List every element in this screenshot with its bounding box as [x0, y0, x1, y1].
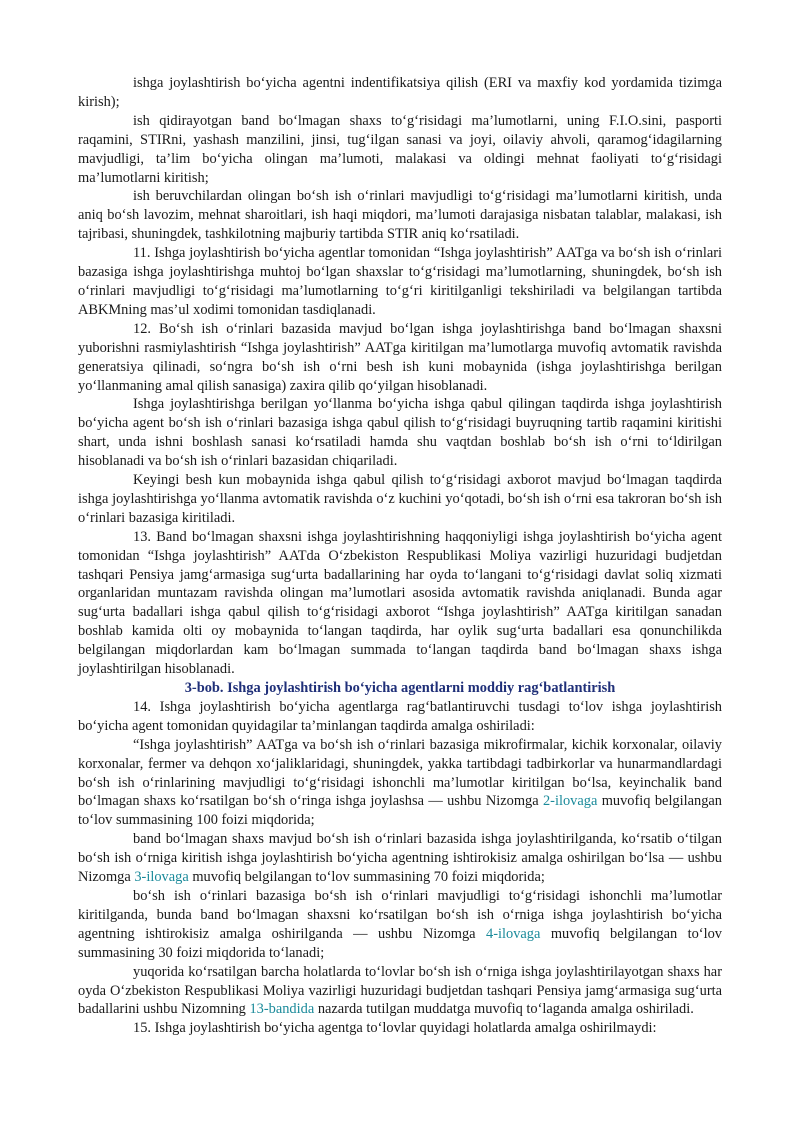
paragraph-item-15: 15. Ishga joylashtirish bo‘yicha agentga to‘lovlar quyidagi holatlarda amalga oshirilmaydi: — [133, 1020, 657, 1037]
paragraph-item-13: 13. Band bo‘lmagan shaxsni ishga joylashtirishning haqqoniyligi ishga joylashtirish bo‘yicha agent tomonidan “Ishga joylashtirish” AATda O‘zbekiston Respublikasi Moliya vazirligi huzuridagi budjetdan tashqari Pensiya jamg‘armasiga sug‘urta badallarining har oyda to‘langani to‘g‘risidagi davlat soliq xizmati organlaridan muntazam ravishda olingan ma’lumotlari asosida avtomatik ravishda aniqlanadi. Bunda agar sug‘urta badallari ishga qabul qilish to‘g‘risidagi axborot “Ishga joylashtirish” AATga kiritilgan sanadan boshlab kamida olti oy mobaynida to‘langan taqdirda, har oylik sug‘urta badallari esa qonunchilikda belgilangan miqdorlardan kam bo‘lmagan summada to‘langan taqdirda band bo‘lmagan shaxs ishga joylashtirilgan hisoblanadi. — [78, 528, 722, 678]
paragraph-text-after: muvofiq belgilangan to‘lov summasining 70 foizi miqdorida; — [188, 869, 545, 886]
paragraph-hiring-order: Ishga joylashtirishga berilgan yo‘llanma bo‘yicha ishga qabul qilingan taqdirda ishga joylashtirish bo‘yicha agent bo‘sh ish o‘rinlari bazasiga ishga qabul qilish to‘g‘risidagi buyruqning tartib raqamini kiritishi shart, unda ishni boshlash sanasi ko‘rsatiladi hamda shu vaqtdan boshlab bo‘sh ish o‘rni to‘ldirilgan hisoblanadi va bo‘sh ish o‘rinlari bazasidan chiqariladi. — [78, 396, 722, 470]
paragraph-text-before: bo‘sh ish o‘rinlari bazasiga bo‘sh ish o‘rinlari mavjudligi to‘g‘risidagi ishonchli ma’lumotlar kiritilganda, bunda band bo‘lmagan shaxsni ko‘rsatilgan bo‘sh ish o‘rniga ishga joylashtirish bo‘yicha agentning ishtirokisiz amalga oshirilganda — ushbu Nizomga — [78, 887, 722, 942]
paragraph-item-11: 11. Ishga joylashtirish bo‘yicha agentlar tomonidan “Ishga joylashtirish” AATga va bo‘sh ish o‘rinlari bazasiga ishga joylashtirishga muhtoj bo‘lgan shaxslar to‘g‘risidagi ma’lumotlarning, shuningdek, bo‘sh ish o‘rinlari mavjudligi to‘g‘risidagi ma’lumotlarning to‘g‘ri kiritilganligi tekshiriladi va belgilangan tartibda ABKMning mas’ul xodimi tomonidan tasdiqlanadi. — [78, 245, 722, 318]
annex-2-link[interactable]: 2-ilovaga — [542, 793, 598, 810]
paragraph-text-before: yuqorida ko‘rsatilgan barcha holatlarda to‘lovlar bo‘sh ish o‘rniga ishga joylashtirilayotgan shaxs har oyda O‘zbekiston Respublikasi Moliya vazirligi huzuridagi budjetdan tashqari Pensiya jamg‘armasiga sug‘urta badallarini ushbu Nizomning — [78, 963, 722, 1018]
paragraph-referral-expiry: Keyingi besh kun mobaynida ishga qabul qilish to‘g‘risidagi axborot mavjud bo‘lmagan taqdirda ishga joylashtirishga yo‘llanma avtomatik ravishda o‘z kuchini yo‘qotadi, bo‘sh ish o‘rni esa takroran bo‘sh ish o‘rinlari bazasiga kiritiladi. — [78, 472, 722, 526]
paragraph-payment-conditions — [78, 963, 722, 1020]
paragraph-item-12: 12. Bo‘sh ish o‘rinlari bazasida mavjud bo‘lgan ishga joylashtirishga band bo‘lmagan shaxsni yuborishni rasmiylashtirish “Ishga joylashtirish” AATga kiritilgan ma’lumotlarga muvofiq avtomatik ravishda generatsiya qilinadi, so‘ngra bo‘sh ish o‘rni besh ish kuni mobaynida (ishga joylashtirishga berilgan yo‘llanmaning amal qilish sanasiga) zaxira qilib qo‘yilgan hisoblanadi. — [78, 320, 722, 394]
annex-4-link[interactable]: 4-ilovaga — [486, 925, 541, 942]
annex-3-link[interactable]: 3-ilovaga — [134, 869, 189, 886]
paragraph-payment-30 — [78, 887, 722, 963]
paragraph-payment-70 — [78, 830, 722, 887]
paragraph-item-14: 14. Ishga joylashtirish bo‘yicha agentlarga rag‘batlantiruvchi tusdagi to‘lov ishga joylashtirish bo‘yicha agent tomonidan quyidagilar ta’minlangan taqdirda amalga oshiriladi: — [78, 698, 722, 734]
paragraph-payment-100 — [78, 736, 722, 831]
paragraph-text-after: muvofiq belgilangan to‘lov summasining 30 foizi miqdorida to‘lanadi; — [78, 925, 722, 961]
paragraph-text-after: muvofiq belgilangan to‘lov summasining 100 foizi miqdorida; — [78, 793, 722, 829]
paragraph-text-before: band bo‘lmagan shaxs mavjud bo‘sh ish o‘rinlari bazasida ishga joylashtirilganda, ko‘rsatib o‘tilgan bo‘sh ish o‘rniga kiritish ishga joylashtirish bo‘yicha agentning ishtirokisiz amalga oshirilgan bo‘lsa — ushbu Nizomga — [78, 831, 722, 886]
paragraph-agent-identification: ishga joylashtirish bo‘yicha agentni indentifikatsiya qilish (ERI va maxfiy kod yordamida tizimga kirish); — [78, 75, 722, 110]
paragraph-text-after: nazarda tutilgan muddatga muvofiq to‘laganda amalga oshiriladi. — [314, 1001, 694, 1018]
paragraph-text-before: “Ishga joylashtirish” AATga va bo‘sh ish o‘rinlari bazasiga mikrofirmalar, kichik korxonalar, oilaviy korxonalar, fermer va dehqon xo‘jaliklaridagi, shuningdek, yakka tartibdagi tadbirkorlar va hunarmandlardagi bo‘sh ish o‘rinlarining mavjudligi to‘g‘risidagi ishonchli ma’lumotlar kiritilgan bo‘lsa, keyinchalik band bo‘lmagan shaxs ko‘rsatilgan bo‘sh o‘ringa ishga joylashsa — ushbu Nizomga — [78, 736, 722, 810]
paragraph-employer-vacancies: ish beruvchilardan olingan bo‘sh ish o‘rinlari mavjudligi to‘g‘risidagi ma’lumotlarni kiritish, unda aniq bo‘sh lavozim, mehnat sharoitlari, ish haqi miqdori, ma’lumoti darajasiga nisbatan talablar, malakasi, ish tajribasi, shuningdek, tashkilotning majburiy tartibda STIR aniq ko‘rsatiladi. — [78, 188, 722, 243]
paragraph-job-seeker-data: ish qidirayotgan band bo‘lmagan shaxs to‘g‘risidagi ma’lumotlarni, uning F.I.O.sini, pasporti raqamini, STIRni, yashash manzilini, jinsi, tug‘ilgan sanasi va joyi, oilaviy ahvoli, qaramog‘idagilarning mavjudligi, ta’lim bo‘yicha olingan ma’lumoti, malakasi va oldingi mehnat faoliyati to‘g‘risidagi ma’lumotlarni kiritish; — [78, 112, 722, 186]
item-13-link[interactable]: 13-bandida — [249, 1001, 315, 1018]
chapter-heading: 3-bob. Ishga joylashtirish bo‘yicha agentlarni moddiy rag‘batlantirish — [184, 680, 616, 696]
